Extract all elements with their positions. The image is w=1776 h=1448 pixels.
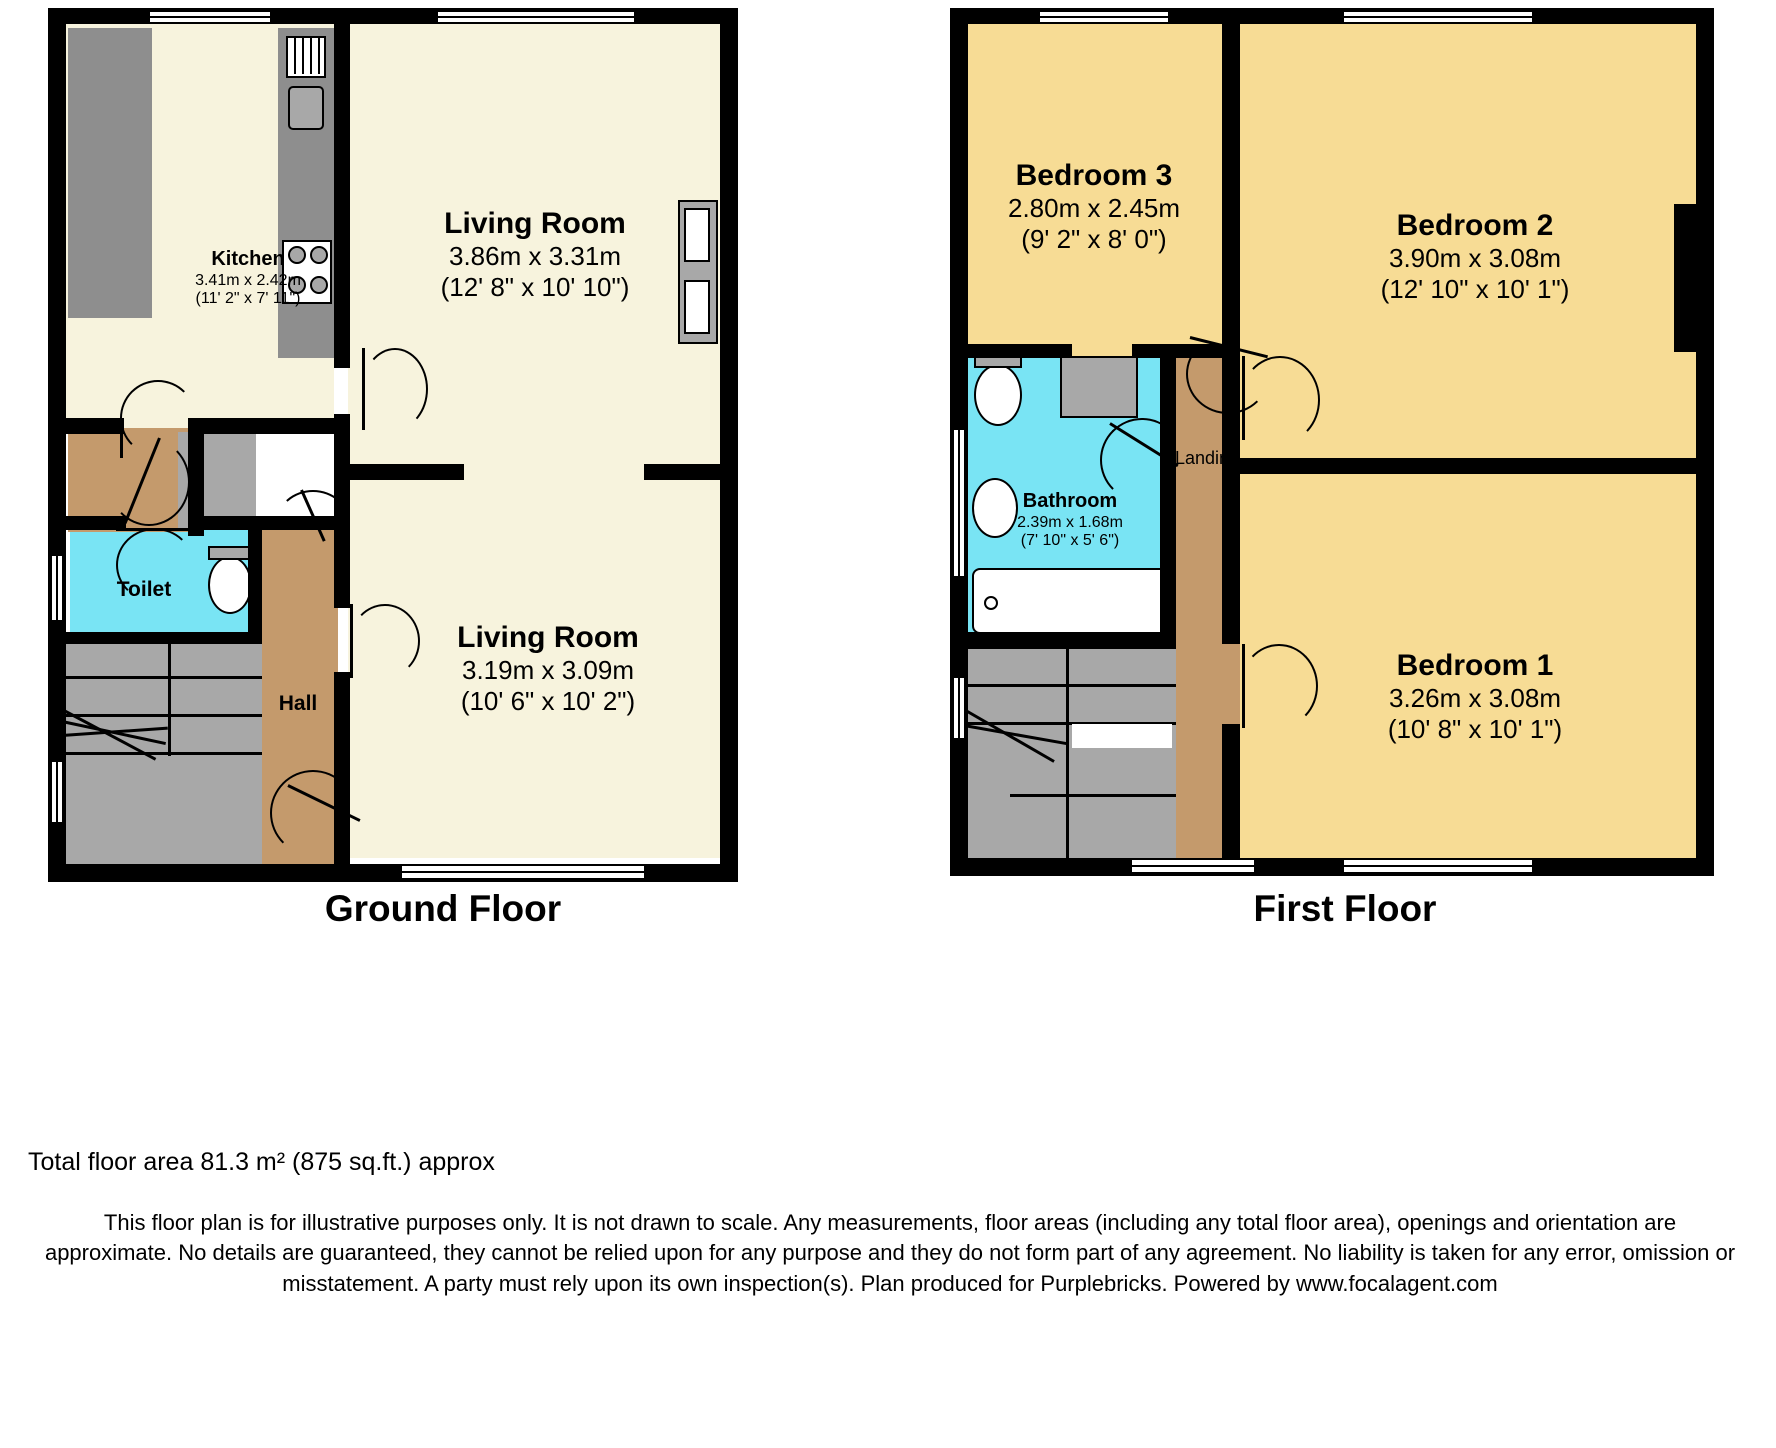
window-bedroom-3-top: [1038, 10, 1170, 24]
bath-tub-icon: [972, 568, 1172, 634]
label-kitchen: Kitchen 3.41m x 2.42m (11' 2" x 7' 11"): [195, 248, 301, 308]
door-arc-living-1: [362, 348, 428, 430]
bath-plug-icon: [984, 596, 998, 610]
wall-bed3-bed2: [1222, 8, 1240, 356]
window-kitchen-top: [148, 10, 272, 24]
first-floor-title: First Floor: [1253, 888, 1437, 929]
wc-cistern-icon: [208, 546, 252, 560]
room-fill-stairs-first: [964, 646, 1176, 858]
door-arc-front: [108, 438, 190, 526]
wall-bathroom-bottom: [964, 632, 1176, 646]
label-bathroom: Bathroom 2.39m x 1.68m (7' 10" x 5' 6"): [1017, 490, 1123, 550]
window-living-1-top: [436, 10, 636, 24]
wall-toilet-top-right: [188, 516, 338, 530]
window-stairs-left: [50, 760, 64, 824]
label-living-room-2: Living Room 3.19m x 3.09m (10' 6" x 10' 2"): [457, 621, 639, 717]
wall-toilet-right: [248, 516, 262, 636]
wall-bathroom-top: [964, 344, 1072, 358]
wall-left-ground: [48, 8, 66, 882]
wall-hall-living-a: [334, 478, 350, 608]
wall-kitchen-living: [334, 8, 350, 368]
wall-hall-top: [188, 418, 338, 434]
label-bedroom-2: Bedroom 2 3.90m x 3.08m (12' 10" x 10' 1"): [1380, 209, 1570, 305]
wall-bottom-first: [950, 858, 1712, 876]
label-bedroom-1: Bedroom 1 3.26m x 3.08m (10' 8" x 10' 1"): [1387, 649, 1563, 745]
airing-cupboard-icon: [1060, 356, 1138, 418]
window-toilet-left: [50, 554, 64, 622]
wall-living-divider-right: [644, 464, 738, 480]
ground-floor-title: Ground Floor: [324, 888, 562, 929]
wall-right-recess: [1674, 204, 1700, 352]
wall-porch-top: [62, 418, 124, 434]
wc-bowl-icon-bathroom: [974, 364, 1022, 426]
window-stairs-left-first: [952, 676, 966, 740]
first-floor-plan: [950, 8, 1740, 888]
wall-landing-left: [1222, 344, 1240, 644]
door-arc-bedroom-2: [1240, 356, 1320, 444]
wall-right-first: [1696, 8, 1714, 876]
ground-floor-plan: [48, 8, 838, 888]
wall-landing-lower: [1222, 724, 1240, 876]
sink-drainer-icon: [286, 36, 326, 78]
room-fill-stairs-ground: [62, 638, 262, 878]
sink-basin-icon: [288, 86, 324, 130]
total-floor-area: Total floor area 81.3 m² (875 sq.ft.) approx: [28, 1148, 495, 1176]
wall-living-divider: [350, 464, 464, 480]
label-living-room-1: Living Room 3.86m x 3.31m (12' 8" x 10' 10"): [440, 207, 630, 303]
label-landing: Landing: [1174, 448, 1240, 468]
wall-bed2-bed1: [1240, 458, 1696, 474]
label-hall: Hall: [278, 692, 318, 715]
wall-right-ground: [720, 8, 738, 882]
window-bathroom-left: [952, 428, 966, 578]
wc-bowl-icon: [208, 556, 252, 614]
window-living-2-bottom: [400, 864, 646, 880]
wall-toilet-bottom: [62, 632, 262, 644]
window-bedroom-2-top: [1342, 10, 1534, 24]
disclaimer-text: This floor plan is for illustrative purposes only. It is not drawn to scale. Any measurements, floor areas (including any total floor area), openings and orientation are approximate. No details are guaranteed, they cannot be relied upon for any purpose and they do not form part of any agreement. No liability is taken for any error, omission or misstatement. A party must rely upon its own inspection(s). Plan produced for Purplebricks. Powered by www.focalagent.com: [44, 1210, 1736, 1296]
wall-toilet-top-left: [62, 516, 126, 530]
label-bedroom-3: Bedroom 3 2.80m x 2.45m (9' 2" x 8' 0"): [1008, 159, 1180, 255]
window-bedroom-1-bottom: [1342, 858, 1534, 874]
label-toilet: Toilet: [116, 578, 172, 601]
window-stairs-bottom: [1130, 858, 1256, 874]
